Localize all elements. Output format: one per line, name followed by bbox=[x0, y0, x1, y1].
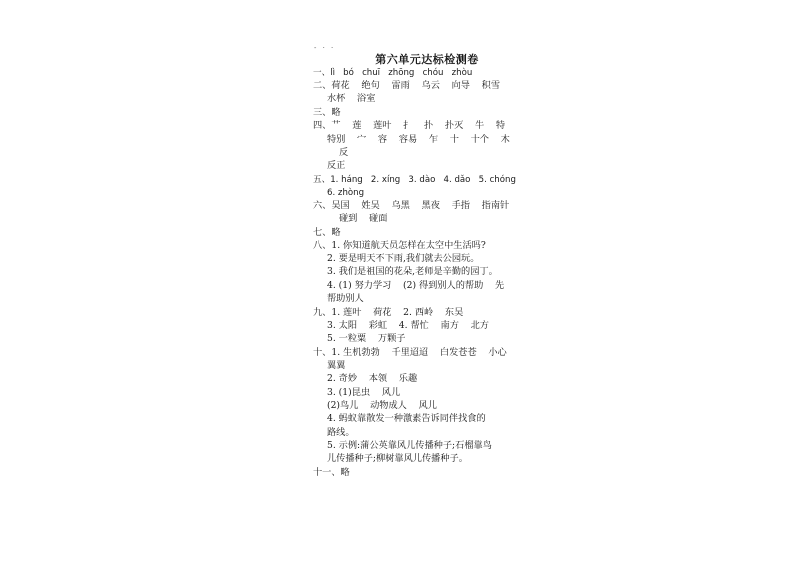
answer-line: 2. 要是明天不下雨,我们就去公园玩。 bbox=[327, 253, 480, 264]
answer-line: 六、吴国 姓吴 乌黑 黑夜 手指 指南针 bbox=[313, 200, 510, 211]
answer-line: 十、1. 生机勃勃 千里迢迢 白发苍苍 小心 bbox=[313, 347, 507, 358]
answer-line: 九、1. 莲叶 荷花 2. 西岭 东吴 bbox=[313, 307, 464, 318]
answer-line: 帮助别人 bbox=[327, 293, 364, 304]
answer-line: 碰到 碰面 bbox=[339, 213, 388, 224]
answer-line: 3. (1)昆虫 风儿 bbox=[327, 387, 401, 398]
answer-line: 三、略 bbox=[313, 107, 341, 118]
answer-line: 特别 宀 容 容易 乍 十 十个 木 bbox=[327, 134, 510, 145]
answer-line: 儿传播种子;柳树靠风儿传播种子。 bbox=[327, 453, 468, 464]
header-mark: - · · bbox=[314, 44, 336, 52]
answer-line: 反 bbox=[339, 147, 349, 158]
answer-line: 4. 蚂蚁靠散发一种激素告诉同伴找食的 bbox=[327, 413, 486, 424]
answer-line: 一、lì bó chuī zhōng chóu zhòu bbox=[313, 68, 473, 78]
answer-line: 6. zhòng bbox=[327, 188, 365, 198]
page-title: 第六单元达标检测卷 bbox=[375, 53, 479, 66]
answer-line: 五、1. háng 2. xíng 3. dào 4. dǎo 5. chóng bbox=[313, 175, 516, 185]
answer-line: 八、1. 你知道航天员怎样在太空中生活吗? bbox=[313, 240, 486, 251]
answer-line: 2. 奇妙 本领 乐趣 bbox=[327, 373, 418, 384]
answer-line: 4. (1) 努力学习 (2) 得到别人的帮助 先 bbox=[327, 280, 505, 291]
answer-line: 3. 太阳 彩虹 4. 帮忙 南方 北方 bbox=[327, 320, 489, 331]
answer-line: 四、艹 莲 莲叶 扌 扑 扑灭 牛 特 bbox=[313, 120, 506, 131]
answer-line: 3. 我们是祖国的花朵,老师是辛勤的园丁。 bbox=[327, 266, 498, 277]
answer-line: 十一、略 bbox=[313, 467, 350, 478]
answer-line: (2)鸟儿 动物成人 风儿 bbox=[327, 400, 437, 411]
answer-line: 5. 一粒粟 万颗子 bbox=[327, 333, 406, 344]
answer-line: 路线。 bbox=[327, 427, 355, 438]
answer-line: 反正 bbox=[327, 160, 346, 171]
answer-line: 翼翼 bbox=[327, 360, 346, 371]
answer-line: 水杯 浴室 bbox=[327, 93, 376, 104]
answer-line: 七、略 bbox=[313, 227, 341, 238]
answer-line: 5. 示例:蒲公英靠风儿传播种子;石榴靠鸟 bbox=[327, 440, 492, 451]
answer-line: 二、荷花 绝句 雷雨 乌云 向导 积雪 bbox=[313, 80, 501, 91]
